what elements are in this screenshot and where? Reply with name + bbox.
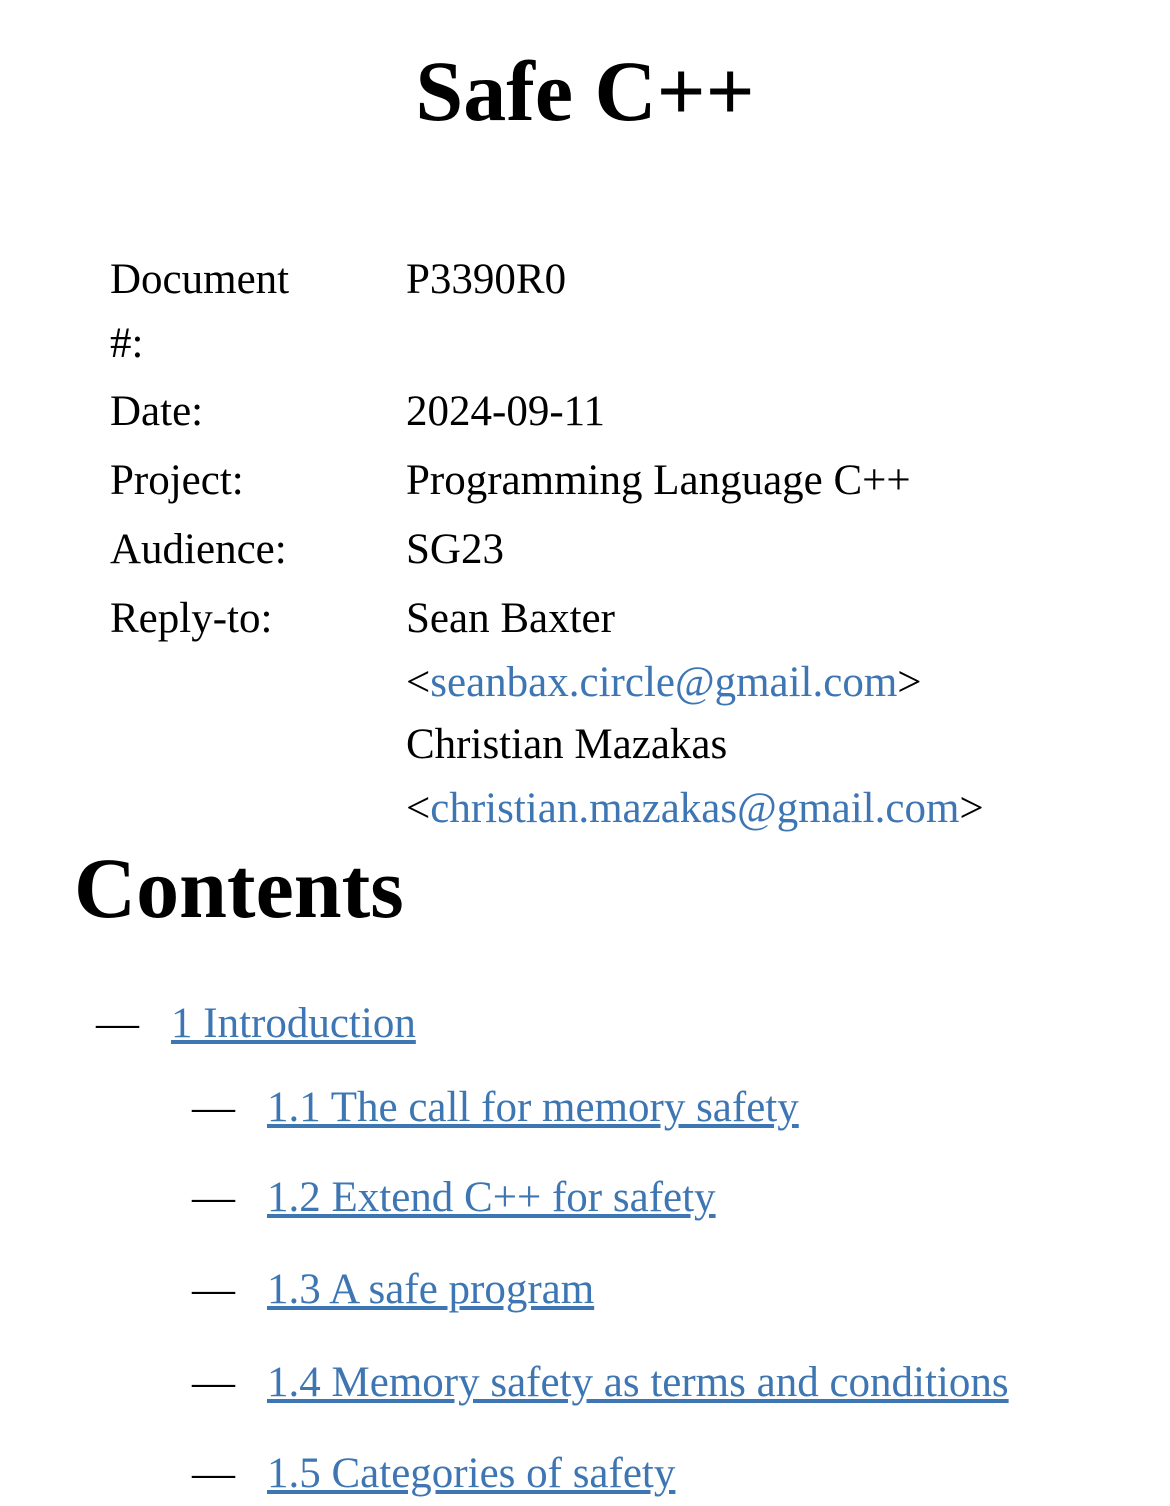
author-name: Christian Mazakas [406, 721, 728, 768]
toc-dash: — [192, 1450, 235, 1497]
toc-dash: — [192, 1359, 235, 1406]
document-title: Safe C++ [415, 43, 755, 139]
toc-link-terms-and-conditions[interactable]: 1.4 Memory safety as terms and conditions [267, 1359, 1009, 1406]
email-close-bracket: > [959, 785, 984, 832]
author-email-line [406, 777, 984, 841]
document-number-label: Document [110, 256, 290, 303]
document-number-value: P3390R0 [406, 256, 567, 303]
author-name: Sean Baxter [406, 595, 615, 642]
toc-dash: — [192, 1266, 235, 1313]
toc-link-call-for-memory-safety[interactable]: 1.1 The call for memory safety [267, 1084, 799, 1131]
email-open-bracket: < [406, 785, 431, 832]
toc-dash: — [192, 1084, 235, 1131]
toc-item[interactable] [192, 1076, 799, 1140]
audience-value: SG23 [406, 526, 504, 573]
toc-item[interactable] [96, 992, 416, 1056]
toc-dash: — [96, 1000, 139, 1047]
toc-item[interactable] [192, 1442, 675, 1506]
project-value: Programming Language C++ [406, 457, 911, 504]
toc-link-extend-cpp[interactable]: 1.2 Extend C++ for safety [267, 1174, 716, 1221]
author-email-link[interactable]: christian.mazakas@gmail.com [430, 785, 960, 832]
author-email-link[interactable]: seanbax.circle@gmail.com [430, 659, 898, 706]
project-label: Project: [110, 457, 244, 504]
email-close-bracket: > [897, 659, 922, 706]
toc-item[interactable] [192, 1166, 716, 1230]
toc-item[interactable] [192, 1351, 1009, 1415]
document-number-label-suffix: #: [110, 320, 144, 367]
author-email-line [406, 651, 922, 715]
contents-heading: Contents [74, 840, 404, 936]
email-open-bracket: < [406, 659, 431, 706]
toc-link-categories-of-safety[interactable]: 1.5 Categories of safety [267, 1450, 676, 1497]
date-value: 2024-09-11 [406, 388, 606, 435]
toc-dash: — [192, 1174, 235, 1221]
toc-item[interactable] [192, 1258, 594, 1322]
reply-to-label: Reply-to: [110, 595, 273, 642]
audience-label: Audience: [110, 526, 287, 573]
toc-link-safe-program[interactable]: 1.3 A safe program [267, 1266, 595, 1313]
toc-link-introduction[interactable]: 1 Introduction [171, 1000, 416, 1047]
date-label: Date: [110, 388, 204, 435]
